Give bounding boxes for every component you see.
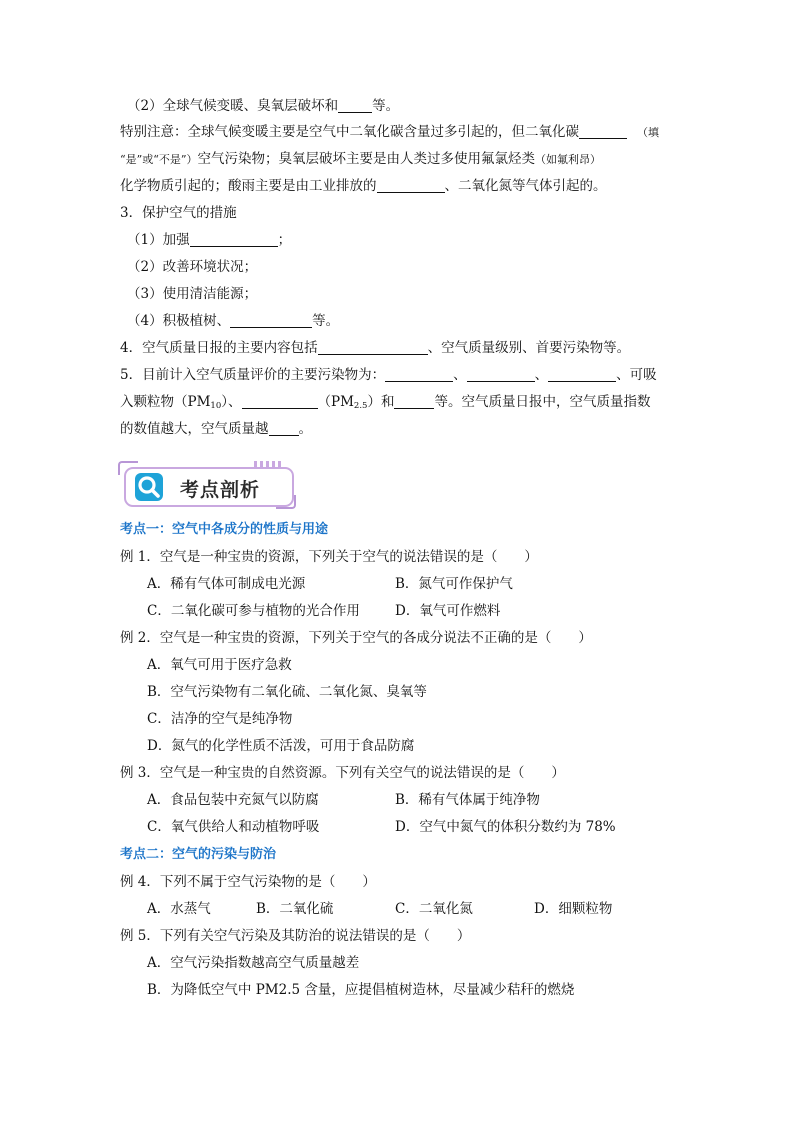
example-number: 例 1． xyxy=(120,549,160,565)
answer-blank[interactable] xyxy=(190,232,278,247)
text-line xyxy=(120,420,312,438)
answer-blank[interactable] xyxy=(318,340,428,355)
text-line xyxy=(127,97,399,115)
answer-blank[interactable] xyxy=(242,394,318,409)
option[interactable]: C．二氧化碳可参与植物的光合作用 xyxy=(147,603,360,619)
question-stem xyxy=(120,548,538,566)
answer-blank[interactable] xyxy=(548,367,616,382)
example-number: 例 2． xyxy=(120,630,160,646)
answer-blank[interactable] xyxy=(230,313,312,328)
example-number: 例 3． xyxy=(120,765,160,781)
text: ）、 xyxy=(221,394,242,410)
option[interactable]: B．稀有气体属于纯净物 xyxy=(395,792,540,808)
option[interactable]: B．氮气可作保护气 xyxy=(395,576,513,592)
text: 、 xyxy=(453,367,467,383)
text: 空气污染物；臭氧层破坏主要是由人类过多使用氟氯烃类 xyxy=(197,151,535,167)
option[interactable]: D．空气中氮气的体积分数约为 78% xyxy=(395,819,616,835)
answer-blank[interactable] xyxy=(338,98,372,113)
text: （PM xyxy=(317,394,354,410)
question-text: 下列不属于空气污染物的是（ ） xyxy=(159,874,376,890)
key-point-heading: 考点一：空气中各成分的性质与用途 xyxy=(120,522,329,537)
answer-blank[interactable] xyxy=(394,394,434,409)
option[interactable]: D．氮气的化学性质不活泼，可用于食品防腐 xyxy=(147,738,415,754)
text-line xyxy=(120,366,657,384)
answer-blank[interactable] xyxy=(385,367,453,382)
text-line xyxy=(120,177,607,195)
key-point-heading: 考点二：空气的污染与防治 xyxy=(120,847,277,862)
magnifier-icon xyxy=(134,472,164,502)
option[interactable]: B．空气污染物有二氧化硫、二氧化氮、臭氧等 xyxy=(147,684,427,700)
option[interactable]: C．二氧化氮 xyxy=(395,901,473,917)
text: 、二氧化氮等气体引起的。 xyxy=(444,178,607,194)
text: 5．目前计入空气质量评价的主要污染物为： xyxy=(120,367,386,383)
text-line: （3）使用清洁能源； xyxy=(127,286,258,302)
text-line xyxy=(120,123,659,142)
text: （4）积极植树、 xyxy=(127,313,231,329)
text: 入颗粒物（PM xyxy=(120,394,211,410)
text: 、 xyxy=(534,367,549,383)
question-stem xyxy=(120,629,592,647)
banner-title: 考点剖析 xyxy=(180,479,261,501)
text: 特别注意：全球气候变暖主要是空气中二氧化碳含量过多引起的，但二氧化碳 xyxy=(120,124,579,140)
question-stem xyxy=(120,927,470,945)
text-line: 3．保护空气的措施 xyxy=(120,205,237,221)
question-text: 下列有关空气污染及其防治的说法错误的是（ ） xyxy=(159,928,471,944)
option[interactable]: A．食品包装中充氮气以防腐 xyxy=(147,792,319,808)
text: 等。 xyxy=(312,313,340,329)
text: 的数值越大，空气质量越 xyxy=(120,421,269,437)
option[interactable]: A．氧气可用于医疗急救 xyxy=(147,657,292,673)
text: 化学物质引起的；酸雨主要是由工业排放的 xyxy=(120,178,377,194)
answer-blank[interactable] xyxy=(579,124,627,139)
question-text: 空气是一种宝贵的资源，下列关于空气的各成分说法不正确的是（ ） xyxy=(159,630,592,646)
text-line xyxy=(120,393,650,415)
option[interactable]: B．二氧化硫 xyxy=(256,901,334,917)
subscript: 10 xyxy=(210,401,222,411)
text: （1）加强 xyxy=(127,232,190,248)
text: 等。空气质量日报中，空气质量指数 xyxy=(434,394,651,410)
text: （如氟利昂） xyxy=(535,153,601,166)
text-line xyxy=(127,312,339,330)
question-stem xyxy=(120,764,565,782)
question-stem xyxy=(120,873,376,891)
text: ； xyxy=(277,232,292,248)
answer-blank[interactable] xyxy=(467,367,535,382)
text-line xyxy=(120,150,601,169)
text: 等。 xyxy=(372,98,400,114)
option[interactable]: D．氧气可作燃料 xyxy=(395,603,501,619)
question-text: 空气是一种宝贵的资源，下列关于空气的说法错误的是（ ） xyxy=(159,549,538,565)
option[interactable]: A．水蒸气 xyxy=(147,901,211,917)
option[interactable]: A．空气污染指数越高空气质量越差 xyxy=(147,955,360,971)
text: 、空气质量级别、首要污染物等。 xyxy=(427,340,631,356)
text-line: （2）改善环境状况； xyxy=(127,259,258,275)
text: ）和 xyxy=(367,394,395,410)
option[interactable]: B．为降低空气中 PM2.5 含量，应提倡植树造林，尽量减少秸秆的燃烧 xyxy=(147,982,575,998)
section-banner xyxy=(118,461,296,509)
answer-blank[interactable] xyxy=(269,421,299,436)
text: “是”或“不是”） xyxy=(120,153,198,166)
text: （填 xyxy=(637,126,659,139)
option[interactable]: D．细颗粒物 xyxy=(534,901,613,917)
option[interactable]: C．洁净的空气是纯净物 xyxy=(147,711,293,727)
option[interactable]: C．氧气供给人和动植物呼吸 xyxy=(147,819,320,835)
text-line xyxy=(127,231,291,249)
question-text: 空气是一种宝贵的自然资源。下列有关空气的说法错误的是（ ） xyxy=(159,765,565,781)
text-line xyxy=(120,339,630,357)
subscript: 2.5 xyxy=(353,401,368,411)
example-number: 例 4． xyxy=(120,874,160,890)
text: （2）全球气候变暖、臭氧层破坏和 xyxy=(127,98,339,114)
text: 4．空气质量日报的主要内容包括 xyxy=(120,340,318,356)
option[interactable]: A．稀有气体可制成电光源 xyxy=(147,576,306,592)
text: 。 xyxy=(298,421,312,437)
example-number: 例 5． xyxy=(120,928,160,944)
text: 、可吸 xyxy=(616,367,657,383)
answer-blank[interactable] xyxy=(377,178,445,193)
